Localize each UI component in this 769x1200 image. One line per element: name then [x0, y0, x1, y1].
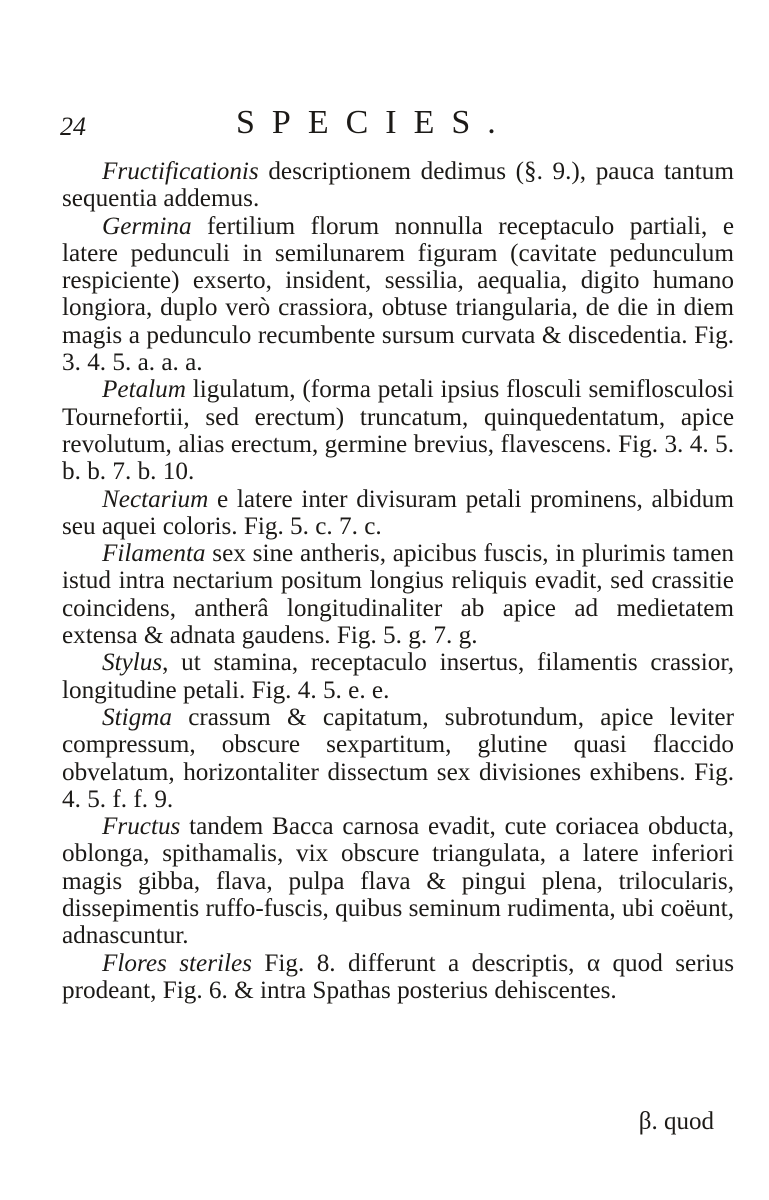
term-fructificationis: Fructificationis — [102, 158, 259, 185]
paragraph-text: crassum & capitatum, subrotundum, apice leviter compressum, obscure sexpartitum, glutine quasi flaccido obvelatum, horizontaliter dissectum sex divisiones exhibens. Fig. 4. 5. f. f. 9. — [62, 703, 734, 813]
term-germina: Germina — [102, 212, 192, 240]
paragraph-text: , ut stamina, receptaculo insertus, filamentis crassior, longitudine petali. Fig. 4. 5. e. e. — [62, 649, 734, 704]
paragraph-text: sex sine antheris, apicibus fuscis, in plurimis tamen istud intra nectarium positum longius reliquis evadit, sed crassitie coincidens, antherâ longitudinaliter ab apice ad medietatem extensa & adnata gaudens. Fig. 5. g. 7. g. — [62, 540, 734, 650]
paragraph-petalum — [62, 376, 734, 485]
term-fructus: Fructus — [102, 813, 181, 841]
paragraph-text: descriptionem dedimus (§. 9.), pauca tantum sequentia addemus. — [62, 158, 734, 213]
paragraph-filamenta — [62, 540, 734, 649]
paragraph-fructificationis — [62, 158, 734, 213]
paragraph-text: tandem Bacca carnosa evadit, cute coriacea obducta, oblonga, spithamalis, vix obscure triangulata, a latere inferiori magis gibba, flava, pulpa flava & pingui plena, trilocularis, dissepimentis ruffo-fuscis, quibus seminum rudimenta, ubi coëunt, adnascuntur. — [62, 813, 734, 950]
catchword: β. quod — [638, 1108, 714, 1135]
paragraph-stylus — [62, 649, 734, 704]
paragraph-stigma — [62, 704, 734, 813]
paragraph-text: Fig. 8. differunt a descriptis, α quod serius prodeant, Fig. 6. & intra Spathas posterius dehiscentes. — [62, 949, 735, 1004]
term-filamenta: Filamenta — [102, 540, 206, 568]
paragraph-flores-steriles — [62, 950, 734, 1005]
paragraph-nectarium — [62, 486, 734, 541]
term-stylus: Stylus — [102, 649, 163, 677]
term-stigma: Stigma — [102, 703, 172, 731]
term-petalum: Petalum — [102, 376, 186, 404]
paragraph-text: e latere inter divisuram petali prominens, albidum seu aquei coloris. Fig. 5. c. 7. c. — [62, 485, 734, 540]
page-header — [60, 104, 740, 144]
running-head: SPECIES. — [236, 104, 513, 141]
paragraph-text: ligulatum, (forma petali ipsius flosculi semiflosculosi Tournefortii, sed erectum) truncatum, quinquedentatum, apice revolutum, alias erectum, germine brevius, flavescens. Fig. 3. 4. 5. b. b. 7. b. 10. — [62, 376, 734, 486]
term-nectarium: Nectarium — [102, 485, 209, 513]
paragraph-text: fertilium florum nonnulla receptaculo partiali, e latere pedunculi in semilunarem figuram (cavitate pedunculum respiciente) exserto, insident, sessilia, aequalia, digito humano longiora, duplo verò crassiora, obtuse triangularia, de die in diem magis a pedunculo recumbente sursum curvata & discedentia. Fig. 3. 4. 5. a. a. a. — [62, 212, 734, 377]
page-number: 24 — [60, 112, 86, 141]
body-text — [62, 158, 734, 1004]
term-flores-steriles: Flores steriles — [102, 949, 252, 977]
paragraph-fructus — [62, 813, 734, 949]
paragraph-germina — [62, 213, 734, 377]
